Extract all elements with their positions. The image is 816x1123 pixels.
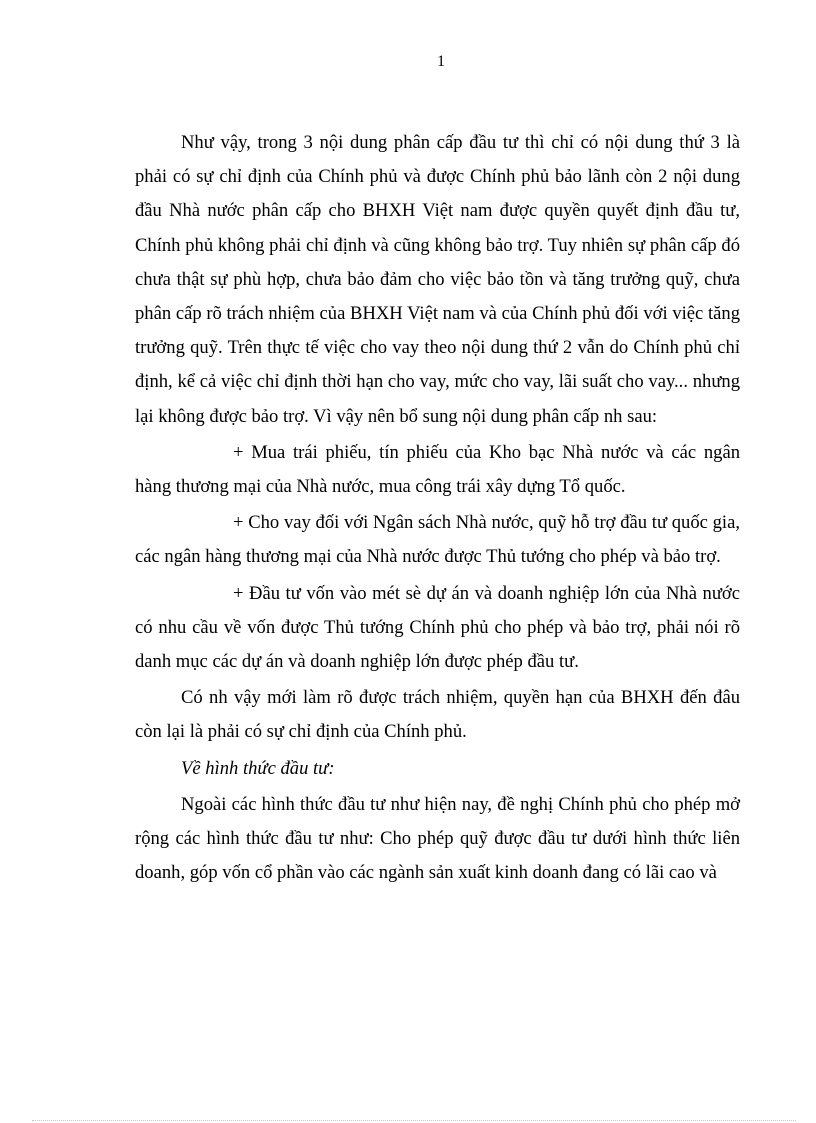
paragraph-investment-decentralization: Như vậy, trong 3 nội dung phân cấp đầu tư thì chỉ có nội dung thứ 3 là phải có sự chỉ định của Chính phủ và được Chính phủ bảo lãnh còn 2 nội dung đầu Nhà nước phân cấp cho BHXH Việt nam được quyền quyết định đầu tư, Chính phủ không phải chỉ định và cũng không bảo trợ. Tuy nhiên sự phân cấp đó chưa thật sự phù hợp, chưa bảo đảm cho việc bảo tồn và tăng trưởng quỹ, chưa phân cấp rõ trách nhiệm của BHXH Việt nam và của Chính phủ đối với việc tăng trưởng quỹ. Trên thực tế việc cho vay theo nội dung thứ 2 vẫn do Chính phủ chỉ định, kể cả việc chỉ định thời hạn cho vay, mức cho vay, lãi suất cho vay... nhưng lại không được bảo trợ. Vì vậy nên bổ sung nội dung phân cấp nh sau: bbox=[135, 132, 740, 427]
section-heading-investment-forms: Về hình thức đầu tư: bbox=[181, 757, 335, 779]
page-number: 1 bbox=[437, 53, 445, 70]
paragraph-investment-forms: Ngoài các hình thức đầu tư như hiện nay, đề nghị Chính phủ cho phép mở rộng các hình thức đầu tư như: Cho phép quỹ được đầu tư dưới hình thức liên doanh, góp vốn cổ phần vào các ngành sản xuất kinh doanh đang có lãi cao và bbox=[135, 793, 740, 884]
bullet-buy-bonds: + Mua trái phiếu, tín phiếu của Kho bạc Nhà nước và các ngân hàng thương mại của Nhà nước, mua công trái xây dựng Tổ quốc. bbox=[135, 441, 740, 498]
paragraph-responsibility: Có nh vậy mới làm rõ được trách nhiệm, quyền hạn của BHXH đến đâu còn lại là phải có sự chỉ định của Chính phủ. bbox=[135, 687, 740, 743]
bullet-loans: + Cho vay đối với Ngân sách Nhà nước, quỹ hỗ trợ đầu tư quốc gia, các ngân hàng thương mại của Nhà nước được Thủ tướng cho phép và bảo trợ. bbox=[135, 512, 740, 568]
page-bottom-divider bbox=[32, 1120, 796, 1121]
document-body bbox=[135, 126, 740, 892]
bullet-invest-projects: + Đầu tư vốn vào mét sè dự án và doanh nghiệp lớn của Nhà nước có nhu cầu về vốn được Thủ tướng Chính phủ cho phép và bảo trợ, phải nói rõ danh mục các dự án và doanh nghiệp lớn được phép đầu tư. bbox=[135, 582, 740, 673]
